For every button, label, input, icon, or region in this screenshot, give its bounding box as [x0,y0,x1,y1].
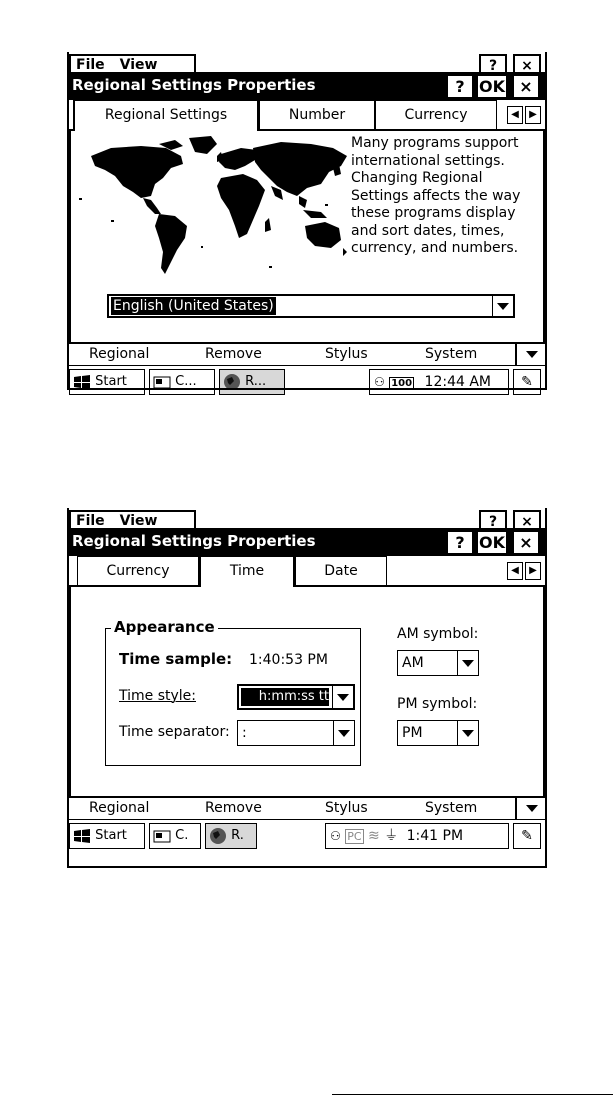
pc-connection-badge[interactable]: PC [347,830,362,843]
taskbar [69,820,545,850]
page-rule [332,1094,613,1095]
infrared-icon[interactable]: ≋ [368,828,380,844]
dialog-help-button[interactable]: ? [447,531,473,554]
time-sample-label: Time sample: [119,650,233,668]
control-panel-icon [153,828,171,844]
cmd-remove[interactable]: Remove [205,800,262,816]
input-panel-button[interactable] [513,823,541,849]
am-symbol-value: AM [402,655,424,671]
tab-currency[interactable]: Currency [77,556,199,586]
command-bar [69,796,545,820]
cmd-scroll-button[interactable] [515,342,547,366]
system-tray [369,369,509,395]
dialog-title: Regional Settings Properties [72,532,316,550]
cmd-regional[interactable]: Regional [89,346,150,362]
time-style-dropdown[interactable] [237,684,355,710]
input-panel-button[interactable] [513,369,541,395]
cmd-remove[interactable]: Remove [205,346,262,362]
menu-bar [69,54,196,72]
tab-number[interactable]: Number [259,100,375,130]
time-style-label: Time style: [119,688,196,704]
menu-view[interactable]: View [119,57,158,72]
task-regional[interactable] [219,369,285,395]
cmd-system[interactable]: System [425,346,478,362]
dialog-ok-button[interactable]: OK [479,77,505,96]
cmd-stylus[interactable]: Stylus [325,346,368,362]
time-style-value: h:mm:ss tt [241,688,329,706]
chevron-down-icon[interactable] [333,720,355,746]
dialog-title-bar [69,528,545,556]
dialog-close-button[interactable]: × [513,531,539,554]
time-sample-value: 1:40:53 PM [249,652,328,668]
task1-label: C. [175,828,189,843]
clock[interactable]: 12:44 AM [424,374,491,390]
tab-scroll-left-button[interactable]: ◀ [507,106,523,124]
menu-file[interactable]: File [76,513,105,528]
system-tray [325,823,509,849]
start-button[interactable] [69,823,145,849]
start-label: Start [95,374,127,389]
clock[interactable]: 1:41 PM [406,828,464,844]
cmd-system[interactable]: System [425,800,478,816]
app-close-button[interactable]: × [513,510,541,528]
control-panel-icon [153,374,171,390]
chevron-down-icon[interactable] [332,685,354,709]
taskbar [69,366,545,396]
cmd-regional[interactable]: Regional [89,800,150,816]
tab-date[interactable]: Date [295,556,387,586]
chevron-down-icon[interactable] [492,295,514,317]
tab-time[interactable]: Time [199,555,295,587]
tab-strip [69,556,545,586]
time-separator-value: : [242,725,247,741]
tab-scroll-right-button[interactable]: ▶ [525,562,541,580]
battery-badge[interactable]: 100 [391,378,413,389]
pencil-icon: ✎ [521,374,533,390]
cmd-stylus[interactable]: Stylus [325,800,368,816]
screenshot-regional-settings [67,52,547,390]
task-control-panel[interactable] [149,823,201,849]
menu-file[interactable]: File [76,57,105,72]
am-symbol-dropdown[interactable] [397,650,479,676]
tab-strip [69,100,545,130]
windows-flag-icon [73,828,91,844]
am-symbol-label: AM symbol: [397,626,479,642]
pm-symbol-value: PM [402,725,423,741]
tab-currency[interactable]: Currency [375,100,497,130]
windows-flag-icon [73,374,91,390]
start-button[interactable] [69,369,145,395]
tab-regional-settings[interactable]: Regional Settings [73,99,259,131]
chevron-down-icon[interactable] [457,650,479,676]
dialog-close-button[interactable]: × [513,75,539,98]
task-regional[interactable] [205,823,257,849]
time-separator-dropdown[interactable] [237,720,355,746]
start-label: Start [95,828,127,843]
chevron-down-icon[interactable] [457,720,479,746]
tab-scroll-left-button[interactable]: ◀ [507,562,523,580]
tab-panel [69,130,545,342]
menu-bar [69,510,196,528]
dialog-title: Regional Settings Properties [72,76,316,94]
dialog-title-bar [69,72,545,100]
pm-symbol-dropdown[interactable] [397,720,479,746]
tab-scroll-right-button[interactable]: ▶ [525,106,541,124]
globe-icon [209,827,227,845]
world-map-image [71,134,353,286]
network-icon[interactable]: ⚇ [374,375,385,389]
task2-label: R. [231,828,244,843]
appearance-group-title: Appearance [111,618,218,636]
task-control-panel[interactable] [149,369,215,395]
network-icon[interactable]: ⚇ [330,829,341,843]
task1-label: C... [175,374,197,389]
locale-dropdown[interactable] [107,294,515,318]
app-help-button[interactable]: ? [479,510,507,528]
dialog-help-button[interactable]: ? [447,75,473,98]
pencil-icon: ✎ [521,828,533,844]
menu-view[interactable]: View [119,513,158,528]
task2-label: R... [245,374,267,389]
globe-icon [223,373,241,391]
app-close-button[interactable]: × [513,54,541,72]
pm-symbol-label: PM symbol: [397,696,478,712]
time-separator-label: Time separator: [119,724,230,740]
screenshot-time-settings [67,508,547,868]
power-plug-icon[interactable]: ⏚ [384,828,399,844]
description-text: Many programs support international settings. Changing Regional Settings affects the way these programs display and sort dates, times, currency, and numbers. [351,135,521,256]
command-bar [69,342,545,366]
tab-panel [69,586,545,796]
dialog-ok-button[interactable]: OK [479,533,505,552]
cmd-scroll-button[interactable] [515,796,547,820]
locale-value: English (United States) [113,298,274,314]
app-help-button[interactable]: ? [479,54,507,72]
